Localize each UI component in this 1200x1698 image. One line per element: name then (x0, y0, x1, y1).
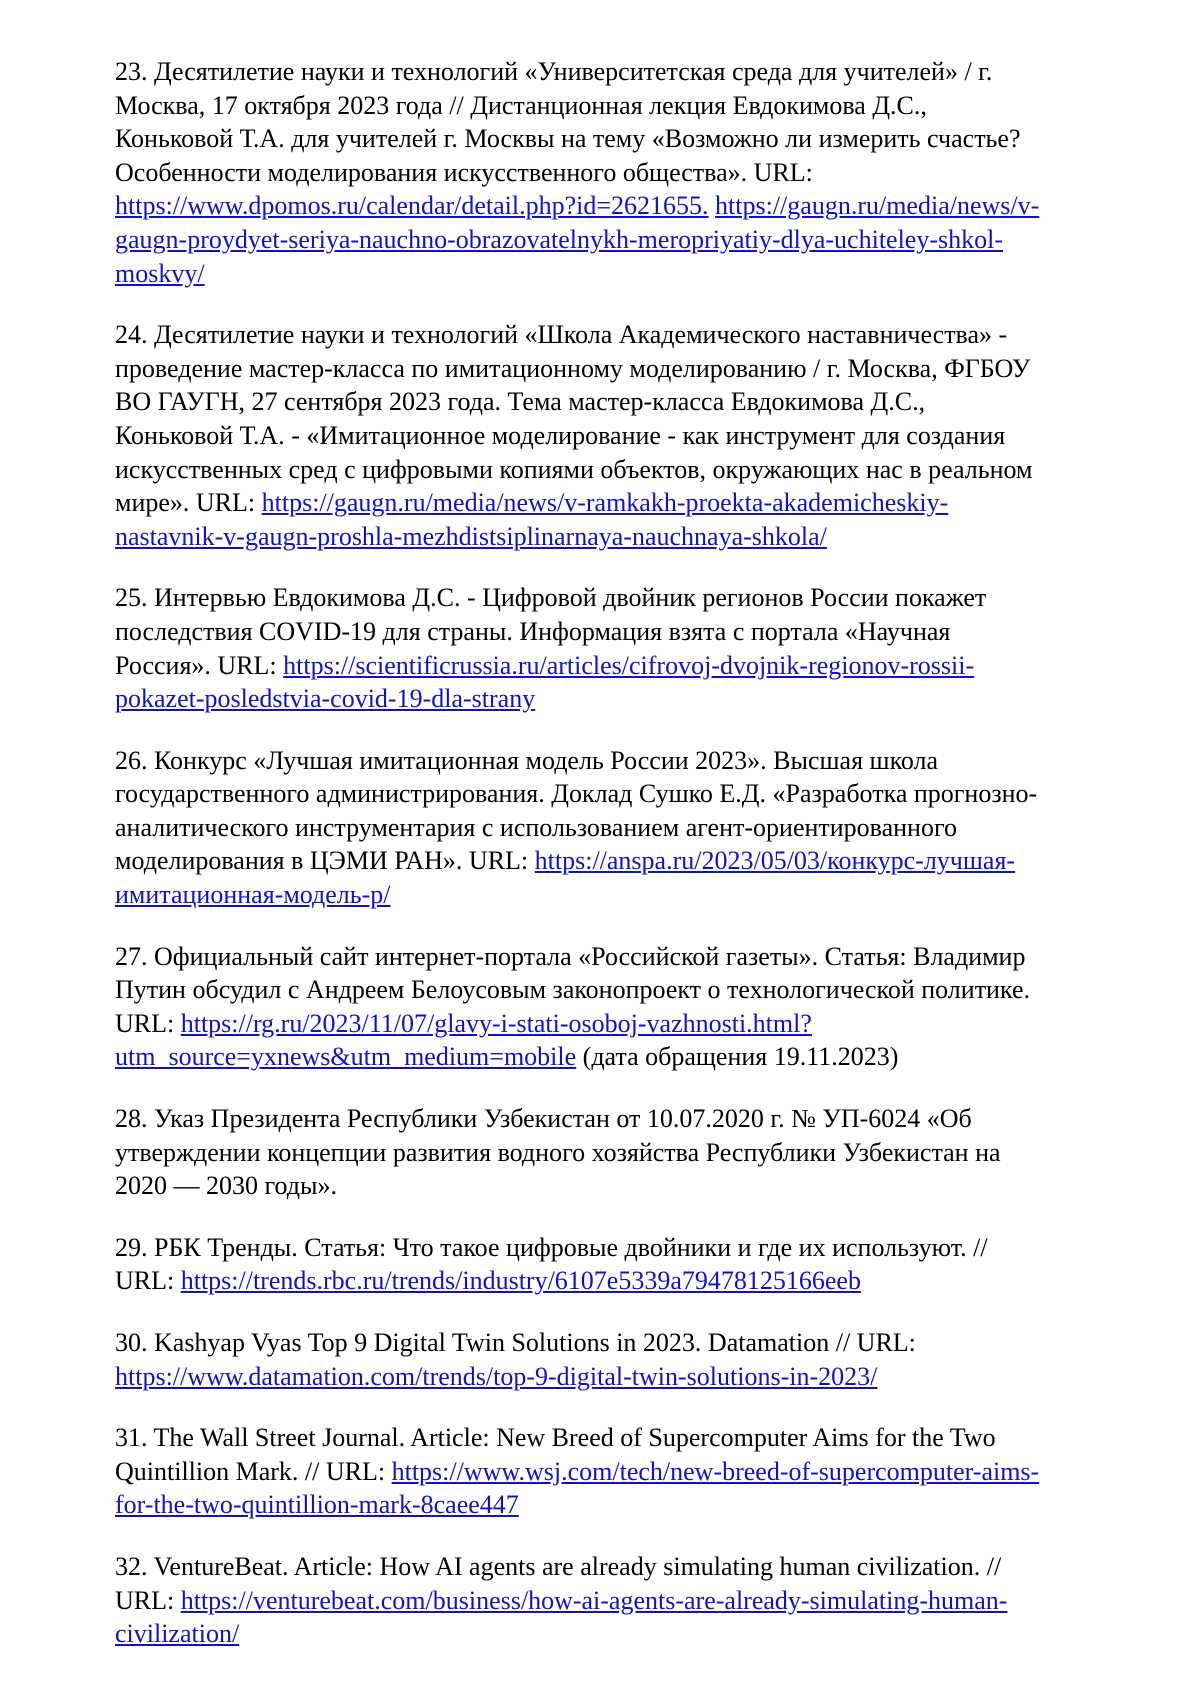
reference-item (115, 581, 1125, 715)
reference-link[interactable]: https://www.datamation.com/trends/top-9-digital-twin-solutions-in-2023/ (115, 1361, 878, 1391)
reference-item (115, 744, 1125, 912)
reference-line (115, 385, 1125, 419)
reference-text: 24. Десятилетие науки и технологий «Школа Академического наставничества» - (115, 320, 1008, 350)
reference-line (115, 940, 1125, 974)
reference-line (115, 122, 1125, 156)
reference-line (115, 1617, 1125, 1651)
reference-text: Quintillion Mark. // URL: (115, 1456, 392, 1486)
reference-line (115, 486, 1125, 520)
reference-line (115, 223, 1125, 257)
reference-text: проведение мастер-класса по имитационному моделированию / г. Москва, ФГБОУ (115, 353, 1031, 383)
reference-text: 30. Kashyap Vyas Top 9 Digital Twin Solutions in 2023. Datamation // URL: (115, 1328, 916, 1357)
reference-link[interactable]: https://anspa.ru/2023/05/03/конкурс-лучшая- (534, 846, 1016, 876)
reference-text: Путин обсудил с Андреем Белоусовым законопроект о технологической политике. (115, 975, 1030, 1005)
reference-item (115, 1231, 1125, 1298)
reference-text: 25. Интервью Евдокимова Д.С. - Цифровой двойник регионов России покажет (115, 583, 987, 613)
reference-line (115, 1550, 1125, 1584)
reference-line (115, 581, 1125, 615)
reference-link[interactable]: https://trends.rbc.ru/trends/industry/6107e5339a79478125166eeb (180, 1266, 861, 1296)
reference-text: 26. Конкурс «Лучшая имитационная модель России 2023». Высшая школа (115, 745, 939, 775)
reference-link[interactable]: civilization/ (115, 1619, 240, 1649)
reference-line (115, 520, 1125, 554)
reference-text: 29. РБК Тренды. Статья: Что такое цифровые двойники и где их используют. // (115, 1232, 988, 1262)
reference-line (115, 878, 1125, 912)
reference-line (115, 1169, 1125, 1203)
reference-text: аналитического инструментария с использованием агент-ориентированного (115, 812, 957, 842)
reference-text: 32. VentureBeat. Article: How AI agents are already simulating human civilization. // (115, 1551, 1002, 1581)
reference-link[interactable]: https://www.dpomos.ru/calendar/detail.php?id=2621655. (115, 191, 709, 221)
reference-text: Особенности моделирования искусственного общества». URL: (115, 157, 813, 187)
reference-line (115, 682, 1125, 716)
reference-text: последствия COVID-19 для страны. Информация взята с портала «Научная (115, 616, 951, 646)
reference-line (115, 352, 1125, 386)
reference-text: Москва, 17 октября 2023 года // Дистанционная лекция Евдокимова Д.С., (115, 90, 927, 120)
reference-link[interactable]: nastavnik-v-gaugn-proshla-mezhdistsiplinarnaya-nauchnaya-shkola/ (115, 521, 827, 551)
reference-line (115, 777, 1125, 811)
reference-line (115, 1584, 1125, 1618)
reference-link[interactable]: gaugn-proydyet-seriya-nauchno-obrazovatelnykh-meropriyatiy-dlya-uchiteley-shkol- (115, 224, 1003, 254)
reference-text: URL: (115, 1266, 181, 1296)
reference-text: государственного администрирования. Доклад Сушко Е.Д. «Разработка прогнозно- (115, 779, 1038, 809)
reference-link[interactable]: https://scientificrussia.ru/articles/cifrovoj-dvojnik-regionov-rossii- (283, 650, 975, 680)
reference-line (115, 1040, 1125, 1074)
reference-text: моделирования в ЦЭМИ РАН». URL: (115, 846, 535, 876)
reference-item (115, 1421, 1125, 1522)
reference-item (115, 318, 1125, 553)
reference-link[interactable]: moskvy/ (115, 258, 205, 288)
reference-line (115, 1455, 1125, 1489)
reference-line (115, 1360, 1125, 1394)
reference-line (115, 55, 1125, 89)
reference-link[interactable]: for-the-two-quintillion-mark-8caee447 (115, 1490, 519, 1520)
reference-text: 23. Десятилетие науки и технологий «Университетская среда для учителей» / г. (115, 57, 993, 86)
reference-text: Коньковой Т.А. - «Имитационное моделирование - как инструмент для создания (115, 420, 1006, 450)
reference-item (115, 940, 1125, 1074)
reference-text: 28. Указ Президента Республики Узбекистан от 10.07.2020 г. № УП-6024 «Об (115, 1104, 972, 1134)
reference-text: 2020 — 2030 годы». (115, 1171, 337, 1201)
reference-line (115, 257, 1125, 291)
reference-item (115, 1550, 1125, 1651)
reference-link[interactable]: имитационная-модель-р/ (115, 880, 391, 910)
reference-link[interactable]: https://gaugn.ru/media/news/v- (715, 191, 1040, 221)
reference-text: ВО ГАУГН, 27 сентября 2023 года. Тема мастер-класса Евдокимова Д.С., (115, 387, 926, 417)
reference-line (115, 453, 1125, 487)
reference-link[interactable]: https://venturebeat.com/business/how-ai-agents-are-already-simulating-human- (180, 1585, 1008, 1615)
reference-line (115, 1007, 1125, 1041)
reference-line (115, 189, 1125, 223)
reference-line (115, 811, 1125, 845)
reference-line (115, 89, 1125, 123)
reference-line (115, 156, 1125, 190)
reference-line (115, 844, 1125, 878)
reference-text: URL: (115, 1008, 181, 1038)
reference-item (115, 55, 1125, 290)
reference-text: Коньковой Т.А. для учителей г. Москвы на тему «Возможно ли измерить счастье? (115, 124, 1021, 154)
reference-link[interactable]: https://www.wsj.com/tech/new-breed-of-supercomputer-aims- (391, 1456, 1040, 1486)
reference-text: искусственных сред с цифровыми копиями объектов, окружающих нас в реальном (115, 454, 1033, 484)
reference-line (115, 1102, 1125, 1136)
reference-text: URL: (115, 1585, 181, 1615)
reference-line (115, 649, 1125, 683)
reference-item (115, 1102, 1125, 1203)
reference-text: (дата обращения 19.11.2023) (576, 1042, 899, 1072)
reference-text: 31. The Wall Street Journal. Article: New Breed of Supercomputer Aims for the Two (115, 1423, 996, 1453)
reference-line (115, 1231, 1125, 1265)
reference-text: 27. Официальный сайт интернет-портала «Российской газеты». Статья: Владимир (115, 941, 1026, 971)
reference-line (115, 1264, 1125, 1298)
reference-link[interactable]: utm_source=yxnews&utm_medium=mobile (115, 1042, 577, 1072)
reference-line (115, 318, 1125, 352)
reference-link[interactable]: https://gaugn.ru/media/news/v-ramkakh-proekta-akademicheskiy- (261, 488, 949, 518)
reference-line (115, 615, 1125, 649)
reference-line (115, 1326, 1125, 1360)
reference-link[interactable]: pokazet-posledstvia-covid-19-dla-strany (115, 684, 536, 714)
reference-line (115, 419, 1125, 453)
reference-list (115, 55, 1125, 1679)
reference-text: Россия». URL: (115, 650, 284, 680)
reference-link[interactable]: https://rg.ru/2023/11/07/glavy-i-stati-osoboj-vazhnosti.html? (180, 1008, 812, 1038)
reference-line (115, 973, 1125, 1007)
reference-text: утверждении концепции развития водного хозяйства Республики Узбекистан на (115, 1137, 1001, 1167)
reference-text: мире». URL: (115, 488, 262, 518)
reference-line (115, 1488, 1125, 1522)
reference-line (115, 744, 1125, 778)
reference-item (115, 1326, 1125, 1393)
reference-line (115, 1136, 1125, 1170)
reference-line (115, 1421, 1125, 1455)
